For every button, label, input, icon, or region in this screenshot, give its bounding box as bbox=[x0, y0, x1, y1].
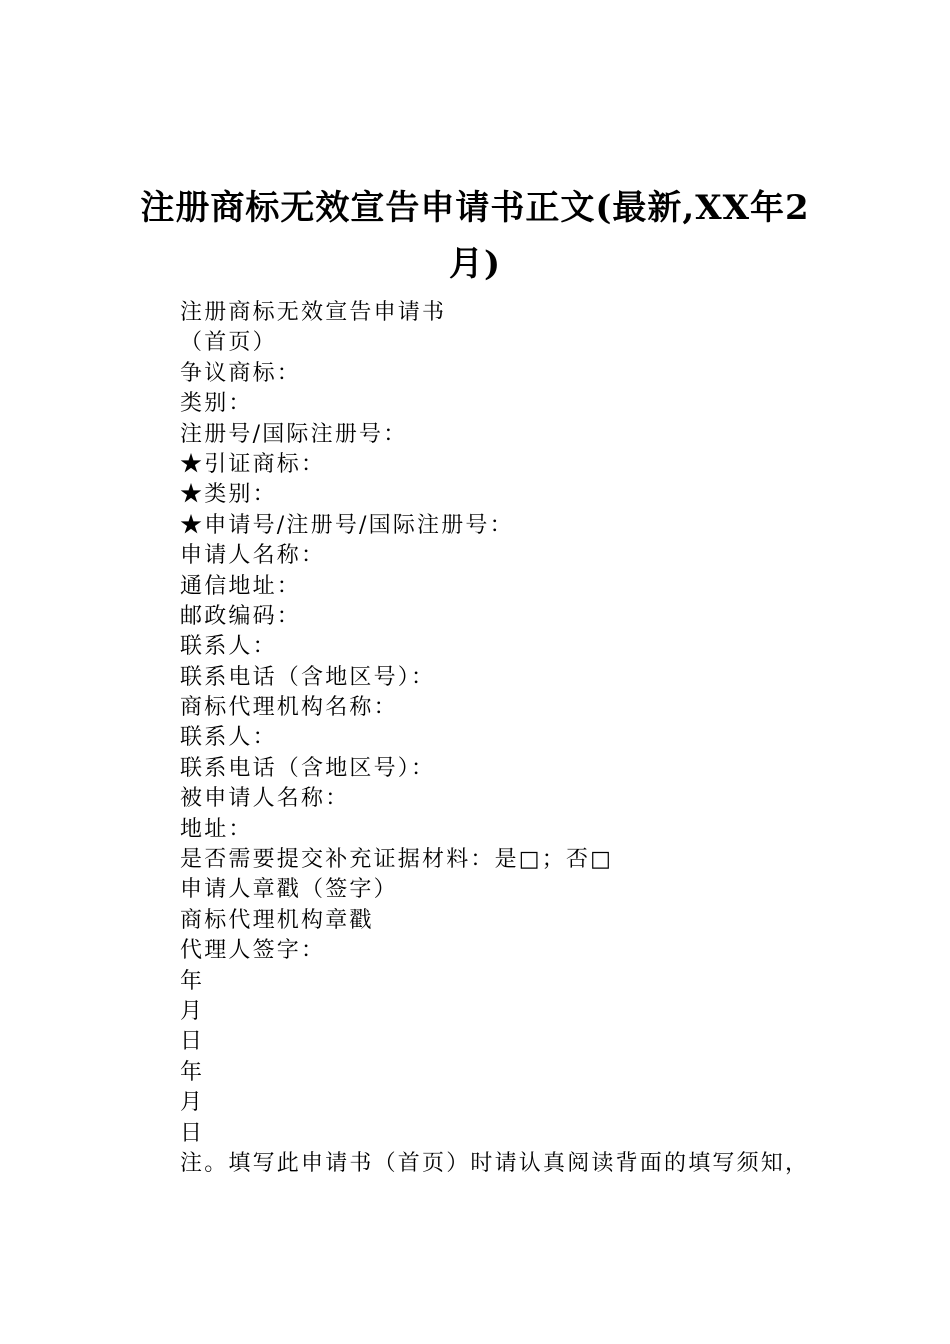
body-line: 地址： bbox=[180, 816, 253, 842]
body-line: 商标代理机构名称： bbox=[180, 695, 398, 721]
body-line: ★申请号/注册号/国际注册号： bbox=[180, 512, 514, 538]
body-line: 争议商标： bbox=[180, 360, 302, 386]
body-line: 商标代理机构章戳 bbox=[180, 907, 374, 933]
body-line: 日 bbox=[180, 1029, 205, 1055]
body-line: 是否需要提交补充证据材料：是□；否□ bbox=[180, 847, 614, 873]
body-line: 月 bbox=[180, 1090, 205, 1116]
body-line: 联系人： bbox=[180, 725, 277, 751]
body-line: 被申请人名称： bbox=[180, 786, 350, 812]
document-title-line-1: 注册商标无效宣告申请书正文(最新,XX年2 bbox=[140, 188, 810, 228]
body-line: 类别： bbox=[180, 391, 253, 417]
body-line: 联系人： bbox=[180, 634, 277, 660]
body-line: 代理人签字： bbox=[180, 938, 326, 964]
document-title-line-2: 月) bbox=[448, 244, 502, 284]
body-line: 申请人名称： bbox=[180, 543, 326, 569]
body-line: ★引证商标： bbox=[180, 451, 326, 477]
body-line: （首页） bbox=[180, 330, 277, 356]
body-line: 联系电话（含地区号）： bbox=[180, 664, 436, 690]
body-line: ★类别： bbox=[180, 482, 277, 508]
body-line: 日 bbox=[180, 1120, 205, 1146]
body-line: 通信地址： bbox=[180, 573, 302, 599]
document-title bbox=[120, 180, 830, 292]
body-line: 注。填写此申请书（首页）时请认真阅读背面的填写须知， bbox=[180, 1150, 810, 1176]
body-line: 年 bbox=[180, 968, 205, 994]
body-line: 月 bbox=[180, 998, 205, 1024]
body-line: 联系电话（含地区号）： bbox=[180, 755, 436, 781]
body-line: 注册号/国际注册号： bbox=[180, 421, 408, 447]
body-line: 注册商标无效宣告申请书 bbox=[180, 300, 447, 325]
body-line: 年 bbox=[180, 1059, 205, 1085]
body-line: 邮政编码： bbox=[180, 603, 302, 629]
body-line: 申请人章戳（签字） bbox=[180, 877, 398, 903]
document-body bbox=[180, 298, 880, 1179]
